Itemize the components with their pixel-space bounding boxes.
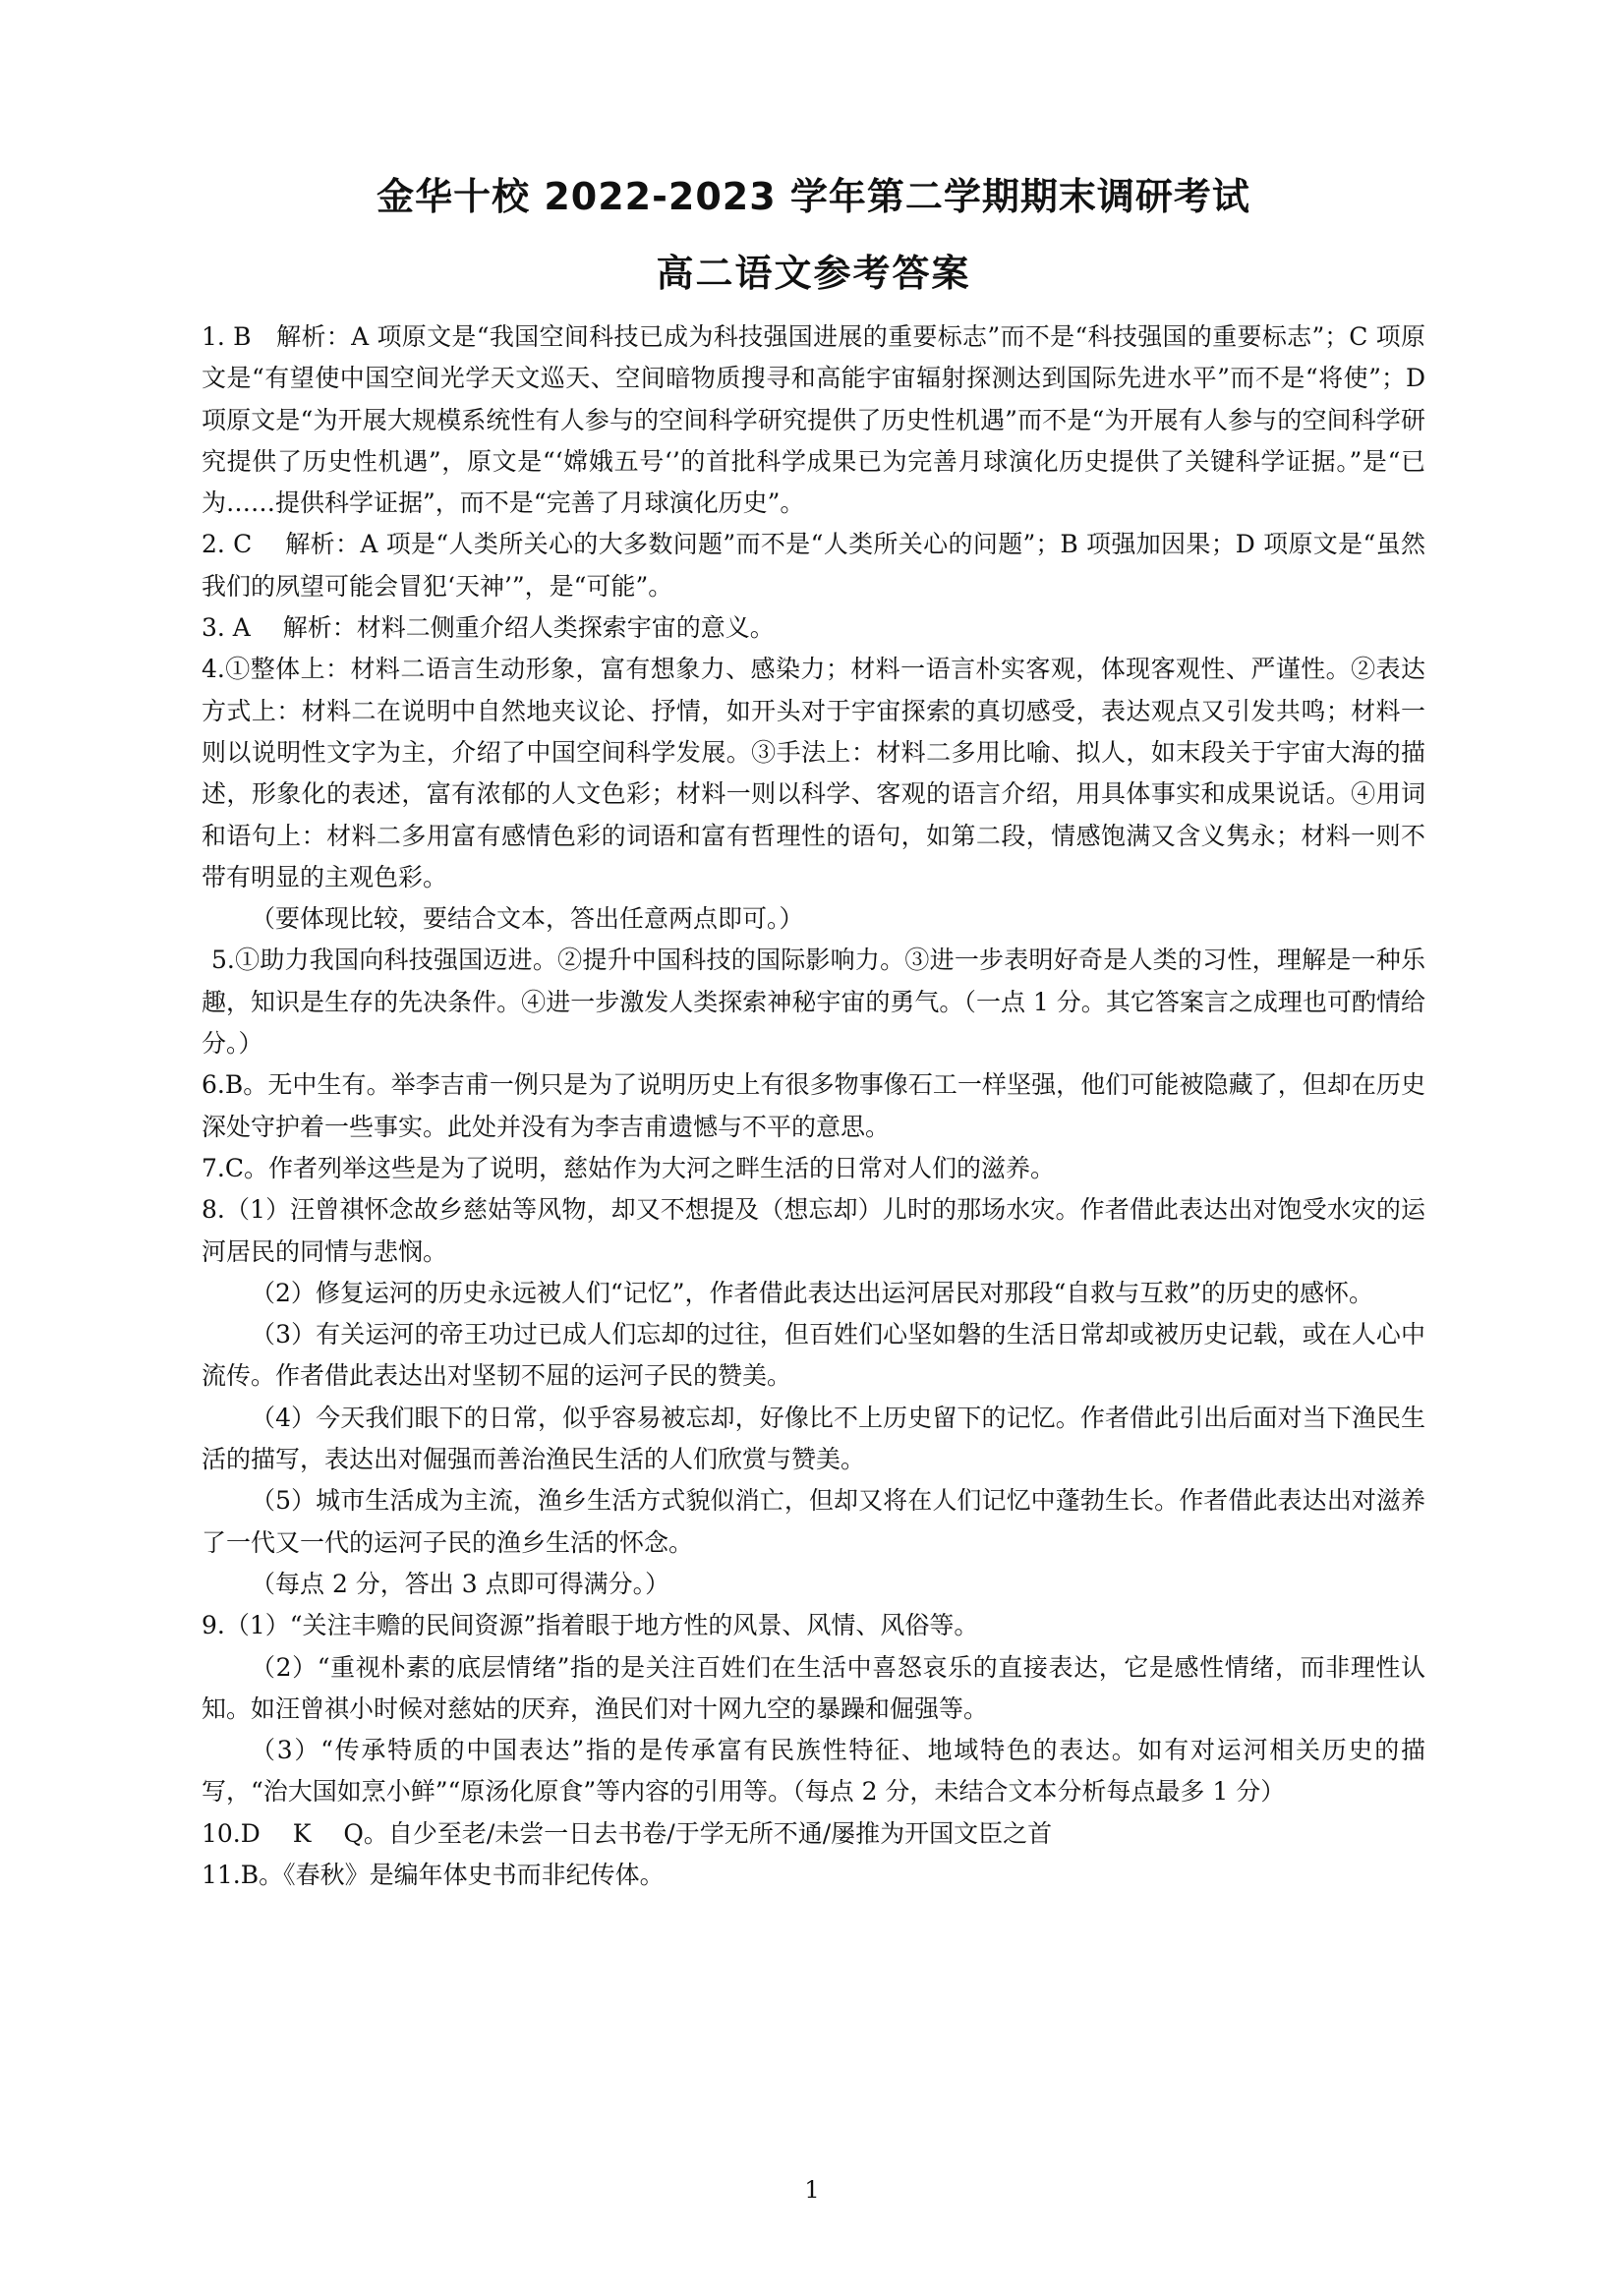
answer-4-note: （要体现比较，要结合文本，答出任意两点即可。） [251, 904, 804, 934]
answer-1: 1. B 解析：A 项原文是“我国空间科技已成为科技强国进展的重要标志”而不是“科技强国的重要标志”；C 项原文是“有望使中国空间光学天文巡天、空间暗物质搜寻和高能宇宙辐射探测达到国际先进水平”而不是“将使”；D 项原文是“为开展大规模系统性有人参与的空间科学研究提供了历史性机遇”而不是“为开展有人参与的空间科学研究提供了历史性机遇”，原文是“‘嫦娥五号‘’的首批科学成果已为完善月球演化历史提供了关键科学证据。”是“已为……提供科学证据”，而不是“完善了月球演化历史”。 [202, 322, 1425, 518]
answer-sheet-page [202, 167, 1425, 1896]
answer-4: 4.①整体上：材料二语言生动形象，富有想象力、感染力；材料一语言朴实客观，体现客观性、严谨性。②表达方式上：材料二在说明中自然地夹议论、抒情，如开头对于宇宙探索的真切感受，表达观点又引发共鸣；材料一则以说明性文字为主，介绍了中国空间科学发展。③手法上：材料二多用比喻、拟人，如末段关于宇宙大海的描述，形象化的表述，富有浓郁的人文色彩；材料一则以科学、客观的语言介绍，用具体事实和成果说话。④用词和语句上：材料二多用富有感情色彩的词语和富有哲理性的语句，如第二段，情感饱满又含义隽永；材料一则不带有明显的主观色彩。 [202, 655, 1425, 891]
answer-8-point-1: 8.（1）汪曾祺怀念故乡慈姑等风物，却又不想提及（想忘却）儿时的那场水灾。作者借此表达出对饱受水灾的运河居民的同情与悲悯。 [202, 1195, 1425, 1266]
exam-title: 金华十校 2022-2023 学年第二学期期末调研考试 [377, 175, 1250, 218]
answer-8-point-2: （2）修复运河的历史永远被人们“记忆”，作者借此表达出运河居民对那段“自救与互救”的历史的感怀。 [251, 1278, 1374, 1307]
answer-8-point-4: （4）今天我们眼下的日常，似乎容易被忘却，好像比不上历史留下的记忆。作者借此引出后面对当下渔民生活的描写，表达出对倔强而善治渔民生活的人们欣赏与赞美。 [202, 1403, 1425, 1474]
answer-9-point-3: （3）“传承特质的中国表达”指的是传承富有民族性特征、地域特色的表达。如有对运河相关历史的描写，“治大国如烹小鲜”“原汤化原食”等内容的引用等。（每点 2 分，未结合文本分析每点最多 1 分） [202, 1736, 1425, 1807]
answer-9-point-2: （2）“重视朴素的底层情绪”指的是关注百姓们在生活中喜怒哀乐的直接表达，它是感性情绪，而非理性认知。如汪曾祺小时候对慈姑的厌弃，渔民们对十网九空的暴躁和倔强等。 [202, 1652, 1425, 1723]
answer-10: 10.D K Q。自少至老/未尝一日去书卷/于学无所不通/屡推为开国文臣之首 [202, 1818, 1053, 1848]
answer-5: 5.①助力我国向科技强国迈进。②提升中国科技的国际影响力。③进一步表明好奇是人类的习性，理解是一种乐趣，知识是生存的先决条件。④进一步激发人类探索神秘宇宙的勇气。（一点 1 分。其它答案言之成理也可酌情给分。） [202, 946, 1425, 1059]
document-subtitle: 高二语文参考答案 [656, 252, 971, 295]
answer-8-point-5: （5）城市生活成为主流，渔乡生活方式貌似消亡，但却又将在人们记忆中蓬勃生长。作者借此表达出对滋养了一代又一代的运河子民的渔乡生活的怀念。 [202, 1486, 1425, 1557]
answer-2: 2. C 解析：A 项是“人类所关心的大多数问题”而不是“人类所关心的问题”；B 项强加因果；D 项原文是“虽然我们的夙望可能会冒犯‘天神’”，是“可能”。 [202, 530, 1425, 601]
answer-6: 6.B。无中生有。举李吉甫一例只是为了说明历史上有很多物事像石工一样坚强，他们可能被隐藏了，但却在历史深处守护着一些事实。此处并没有为李吉甫遗憾与不平的意思。 [202, 1070, 1425, 1141]
answer-8-point-3: （3）有关运河的帝王功过已成人们忘却的过往，但百姓们心坚如磐的生活日常却或被历史记载，或在人心中流传。作者借此表达出对坚韧不屈的运河子民的赞美。 [202, 1320, 1425, 1391]
answer-3: 3. A 解析：材料二侧重介绍人类探索宇宙的意义。 [202, 613, 775, 643]
answer-9-point-1: 9.（1）“关注丰赡的民间资源”指着眼于地方性的风景、风情、风俗等。 [202, 1611, 979, 1640]
page-number: 1 [804, 2176, 820, 2204]
answer-7: 7.C。作者列举这些是为了说明，慈姑作为大河之畔生活的日常对人们的滋养。 [202, 1153, 1055, 1182]
answer-11: 11.B。《春秋》是编年体史书而非纪传体。 [202, 1860, 665, 1889]
answer-content [202, 316, 1425, 1896]
answer-8-note: （每点 2 分，答出 3 点即可得满分。） [251, 1569, 670, 1598]
